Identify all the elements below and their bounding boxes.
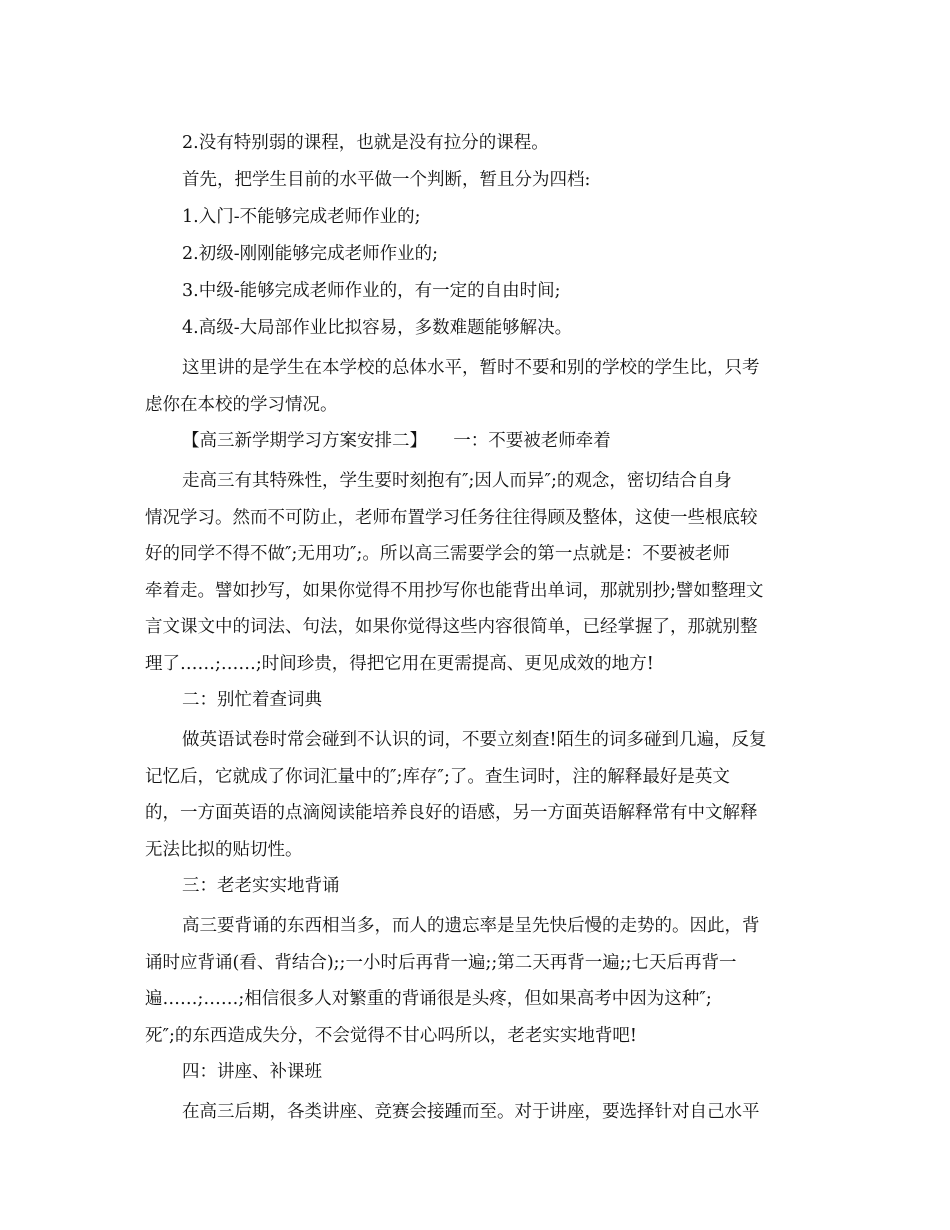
paragraph-line: 这里讲的是学生在本学校的总体水平，暂时不要和别的学校的学生比，只考 — [182, 358, 760, 378]
paragraph-line: 的，一方面英语的点滴阅读能培养良好的语感，另一方面英语解释常有中文解释 — [145, 803, 758, 823]
section-heading: 四：讲座、补课班 — [182, 1062, 322, 1082]
list-item: 1.入门-不能够完成老师作业的; — [182, 207, 421, 227]
section-heading: 三：老老实实地背诵 — [182, 876, 340, 896]
paragraph-line: 言文课文中的词法、句法，如果你觉得这些内容很简单，已经掌握了，那就别整 — [145, 617, 758, 637]
paragraph-line: 诵时应背诵(看、背结合);;一小时后再背一遍;;第二天再背一遍;;七天后再背一 — [145, 952, 737, 973]
paragraph-teacher — [145, 463, 805, 682]
text-line: 首先，把学生目前的水平做一个判断，暂且分为四档: — [182, 170, 591, 190]
paragraph-line: 死″;的东西造成失分，不会觉得不甘心吗所以，老老实实地背吧! — [145, 1025, 637, 1046]
paragraph-line: 做英语试卷时常会碰到不认识的词，不要立刻查!陌生的词多碰到几遍，反复 — [182, 730, 767, 750]
paragraph-line: 高三要背诵的东西相当多，而人的遗忘率是呈先快后慢的走势的。因此，背 — [182, 916, 760, 936]
paragraph-line: 虑你在本校的学习情况。 — [145, 394, 338, 415]
list-item: 2.初级-刚刚能够完成老师作业的; — [182, 244, 439, 264]
paragraph-line: 理了……;……;时间珍贵，得把它用在更需提高、更见成效的地方! — [145, 653, 654, 674]
list-item: 4.高级-大局部作业比拟容易，多数难题能够解决。 — [182, 318, 573, 338]
section-heading: 【高三新学期学习方案安排二】 一：不要被老师牵着 — [182, 431, 611, 451]
paragraph-line: 遍……;……;相信很多人对繁重的背诵很是头疼，但如果高考中因为这种″; — [145, 989, 712, 1009]
paragraph-line: 走高三有其特殊性，学生要时刻抱有″;因人而异″;的观念，密切结合自身 — [182, 471, 732, 491]
paragraph-line: 在高三后期，各类讲座、竞赛会接踵而至。对于讲座，要选择针对自己水平 — [182, 1102, 760, 1122]
text-line: 2.没有特别弱的课程，也就是没有拉分的课程。 — [182, 133, 549, 153]
paragraph-line: 牵着走。譬如抄写，如果你觉得不用抄写你也能背出单词，那就别抄;譬如整理文 — [145, 580, 764, 601]
paragraph-line: 无法比拟的贴切性。 — [145, 839, 303, 860]
paragraph-dictionary — [145, 722, 805, 868]
paragraph-level — [145, 350, 805, 423]
paragraph-line: 记忆后，它就成了你词汇量中的″;库存″;了。查生词时，注的解释最好是英文 — [145, 766, 730, 787]
paragraph-line: 情况学习。然而不可防止，老师布置学习任务往往得顾及整体，这使一些根底较 — [145, 507, 758, 528]
section-heading: 二：别忙着查词典 — [182, 690, 322, 710]
paragraph-lecture — [145, 1094, 805, 1131]
paragraph-recite — [145, 908, 805, 1054]
list-item: 3.中级-能够完成老师作业的，有一定的自由时间; — [182, 281, 561, 301]
paragraph-line: 好的同学不得不做″;无用功″;。所以高三需要学会的第一点就是：不要被老师 — [145, 544, 730, 564]
document-body — [145, 128, 805, 1131]
